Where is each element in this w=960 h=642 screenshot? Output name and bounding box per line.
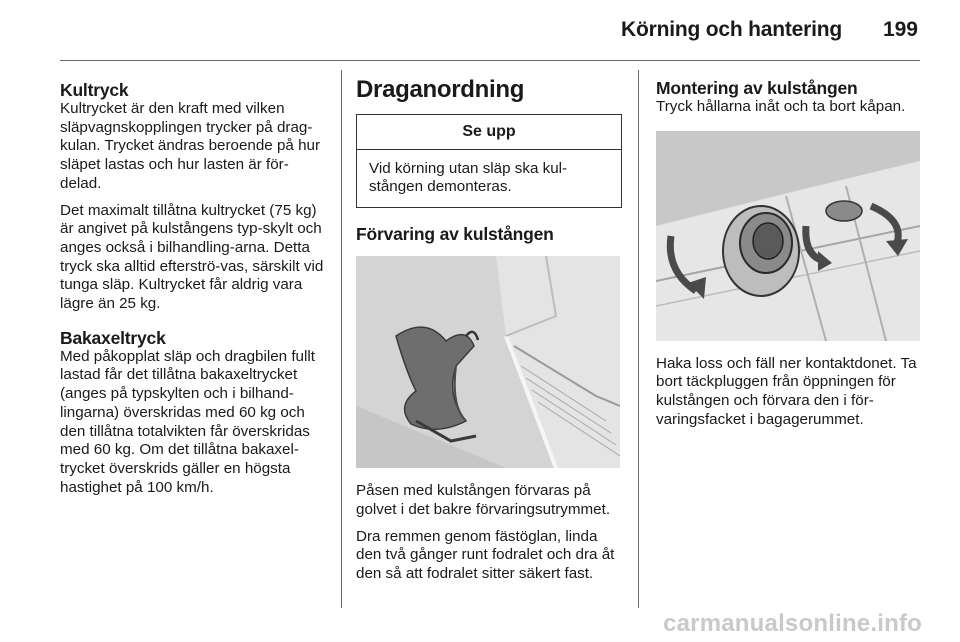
montering-figure <box>656 131 920 341</box>
bakaxeltryck-paragraph: Med påkopplat släp och dragbilen fullt lastad får det tillåtna bakaxeltrycket (anges på typskylten och i bilhand-lingarna) överskridas med 60 kg och den tillåtna totalvikten får överskridas med 60 kg. Om det tillåtna bakaxel-trycket överskrids gäller en högsta hastighet på 100 km/h. <box>60 347 315 496</box>
header-divider <box>60 60 920 61</box>
caution-title: Se upp <box>357 115 621 150</box>
column-divider-right <box>638 70 639 608</box>
draganordning-heading: Draganordning <box>356 76 525 103</box>
column-middle <box>356 76 622 592</box>
storage-heading: Förvaring av kulstången <box>356 224 554 245</box>
page-number: 199 <box>882 18 918 41</box>
kultryck-heading: Kultryck <box>60 80 129 100</box>
watermark: carmanualsonline.info <box>663 610 922 637</box>
montering-paragraph-2: Haka loss och fäll ner kontaktdonet. Ta bort täckpluggen från öppningen för kulstången och förvara den i för-varingsfacket i bagagerummet. <box>656 354 917 428</box>
montering-heading: Montering av kulstången <box>656 78 858 98</box>
storage-paragraph: Påsen med kulstången förvaras på golvet i det bakre förvaringsutrymmet. <box>356 482 611 518</box>
column-divider-left <box>341 70 342 608</box>
caution-text: Vid körning utan släp ska kul-stången demonteras. <box>369 159 568 196</box>
kultryck-paragraph-2: Det maximalt tillåtna kultrycket (75 kg) är angivet på kulstångens typ-skylt och anges också i bilhandling-arna. Detta tryck ska alltid efterströ-vas, särskilt vid tunga släp. Kultrycket får aldrig vara lägre än 25 kg. <box>60 201 324 313</box>
storage-paragraph-2: Dra remmen genom fästöglan, linda den två gånger runt fodralet och dra åt den så att fodralet sitter säkert fast. <box>356 527 615 582</box>
caution-box <box>356 114 622 208</box>
bakaxeltryck-heading: Bakaxeltryck <box>60 327 166 348</box>
column-right <box>656 78 924 438</box>
storage-figure <box>356 256 620 468</box>
kultryck-paragraph: Kultrycket är den kraft med vilken släpvagnskopplingen trycker på drag-kulan. Trycket ändras beroende på hur släpet lastas och hur lasten är för-delad. <box>60 100 321 192</box>
header-title: Körning och hantering <box>621 18 842 41</box>
column-left <box>60 80 328 505</box>
montering-paragraph: Tryck hållarna inåt och ta bort kåpan. <box>656 98 906 115</box>
